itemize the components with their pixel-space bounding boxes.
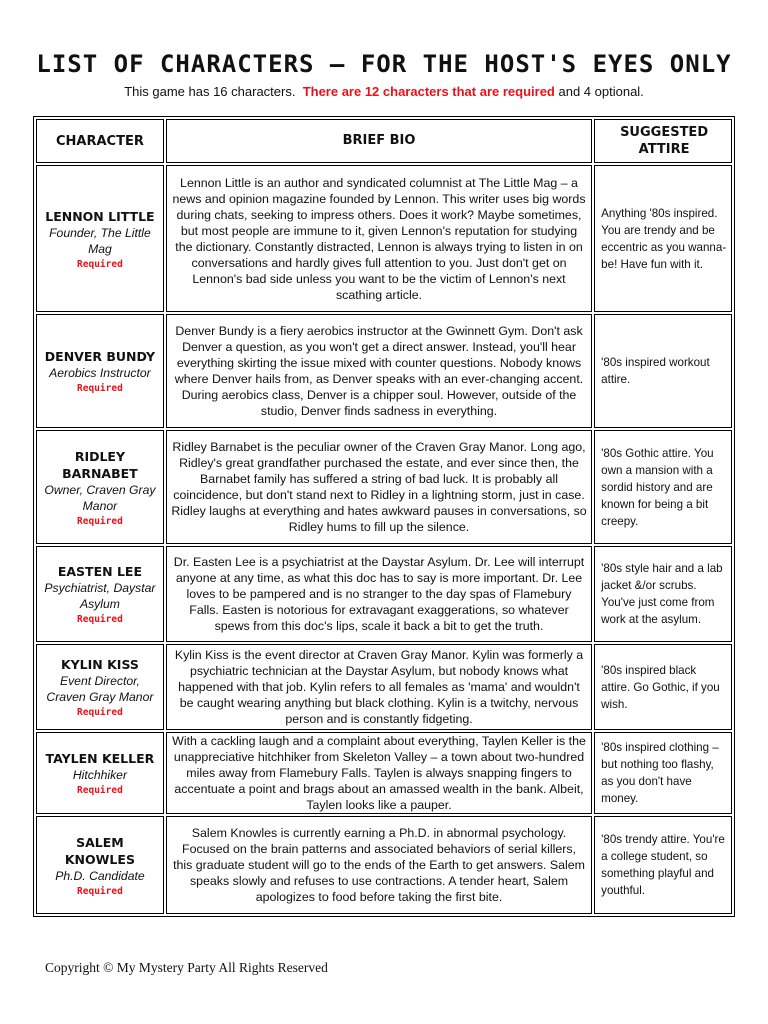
character-name: SALEM KNOWLES: [64, 834, 135, 867]
character-name: EASTEN LEE: [57, 564, 142, 579]
required-badge: Required: [77, 614, 123, 625]
header-bio: BRIEF BIO: [166, 119, 592, 163]
table-row: [36, 314, 732, 428]
bio-cell: Ridley Barnabet is the peculiar owner of the Craven Gray Manor. Long ago, Ridley's great grandfather purchased the estate, and ever since then, the Barnabet family has suffered a string of bad luck. It is probably all coincidence, but don't stand next to Ridley in a lightning storm, just in case. Ridley laughs at everything and hates awkward pauses in conversations, so Ridley hums to fill up the silence.: [166, 430, 592, 544]
character-cell: [36, 644, 164, 730]
character-name: KYLIN KISS: [60, 657, 139, 672]
character-role: Event Director, Craven Gray Manor: [46, 674, 154, 704]
table-row: [36, 816, 732, 914]
subtitle-required: There are 12 characters that are required: [302, 84, 555, 99]
table-row: [36, 165, 732, 312]
bio-cell: Kylin Kiss is the event director at Craven Gray Manor. Kylin was formerly a psychiatric technician at the Daystar Asylum, but nobody knows what happened with that job. Kylin refers to all females as 'mama' and wouldn't be caught wearing anything but black clothing. Kylin is a twitchy, nervous person and is constantly fidgeting.: [166, 644, 592, 730]
required-badge: Required: [77, 785, 123, 796]
character-cell: [36, 546, 164, 642]
character-cell: [36, 165, 164, 312]
page-title: LIST OF CHARACTERS – FOR THE HOST'S EYES ONLY: [36, 50, 732, 78]
bio-cell: Dr. Easten Lee is a psychiatrist at the Daystar Asylum. Dr. Lee will interrupt anyone at any time, as what this doc has to say is more important. Dr. Lee loves to be pampered and is no stranger to the day spas of Flamebury Falls. Easten is notorious for extravagant exaggerations, so whatever spews from this doc's lips, scale it back a bit to get the truth.: [166, 546, 592, 642]
required-badge: Required: [77, 258, 123, 270]
required-badge: Required: [77, 885, 123, 897]
character-cell: [36, 816, 164, 914]
table-header-row: [36, 119, 732, 163]
required-badge: Required: [77, 707, 123, 718]
character-name: RIDLEY BARNABET: [62, 448, 138, 481]
attire-cell: '80s style hair and a lab jacket &/or scrubs. You've just come from work at the asylum.: [594, 546, 732, 642]
character-name: DENVER BUNDY: [44, 349, 156, 364]
character-cell: [36, 732, 164, 814]
attire-cell: Anything '80s inspired. You are trendy and be eccentric as you wanna-be! Have fun with it.: [594, 165, 732, 312]
header-attire: SUGGESTED ATTIRE: [594, 119, 732, 163]
subtitle-end: and 4 optional.: [558, 84, 644, 99]
attire-cell: '80s trendy attire. You're a college student, so something playful and youthful.: [594, 816, 732, 914]
bio-cell: Salem Knowles is currently earning a Ph.D. in abnormal psychology. Focused on the brain patterns and associated behaviors of serial killers, this graduate student will go to the ends of the Earth to get answers. Salem speaks slowly and refuses to use contractions. A tender heart, Salem apologizes to food before taking the first bite.: [166, 816, 592, 914]
page-subtitle: [0, 84, 768, 99]
character-role: Hitchhiker: [72, 768, 128, 782]
character-role: Owner, Craven Gray Manor: [44, 482, 156, 513]
table-row: [36, 644, 732, 730]
character-role: Founder, The Little Mag: [49, 225, 151, 256]
attire-cell: '80s Gothic attire. You own a mansion with a sordid history and are known for being a bit creepy.: [594, 430, 732, 544]
attire-cell: '80s inspired workout attire.: [594, 314, 732, 428]
table-row: [36, 732, 732, 814]
header-character: CHARACTER: [36, 119, 164, 163]
character-role: Psychiatrist, Daystar Asylum: [44, 581, 156, 611]
copyright-footer: Copyright © My Mystery Party All Rights Reserved: [45, 960, 328, 975]
character-name: TAYLEN KELLER: [45, 751, 155, 766]
character-cell: [36, 430, 164, 544]
character-cell: [36, 314, 164, 428]
table-row: [36, 546, 732, 642]
table-row: [36, 430, 732, 544]
bio-cell: Denver Bundy is a fiery aerobics instructor at the Gwinnett Gym. Don't ask Denver a question, as you won't get a direct answer. Instead, you'll hear everything skirting the issue mixed with counter questions. Nobody knows where Denver hails from, as Denver speaks with an ever-changing accent. During aerobics class, Denver is a chipper soul. However, outside of the studio, Denver finds sadness in everything.: [166, 314, 592, 428]
character-name: LENNON LITTLE: [45, 208, 155, 224]
bio-cell: With a cackling laugh and a complaint about everything, Taylen Keller is the unappreciative hitchhiker from Skeleton Valley – a town about two-hundred miles away from Flamebury Falls. Taylen is always snapping fingers to accentuate a point and brags about an amassed wealth in the bank. Albeit, Taylen looks like a pauper.: [166, 732, 592, 814]
required-badge: Required: [77, 383, 123, 394]
character-role: Aerobics Instructor: [49, 366, 151, 380]
bio-cell: Lennon Little is an author and syndicated columnist at The Little Mag – a news and opinion magazine founded by Lennon. This writer uses big words during chats, seeking to impress others. Does it work? Maybe sometimes, but most people are immune to it, given Lennon's reputation for studying the dictionary. Constantly distracted, Lennon is always trying to listen in on conversations and hardly gives full attention to you. Just don't get on Lennon's bad side unless you want to be the victim of Lennon's next scathing article.: [166, 165, 592, 312]
attire-cell: '80s inspired black attire. Go Gothic, if you wish.: [594, 644, 732, 730]
required-badge: Required: [77, 515, 123, 527]
character-role: Ph.D. Candidate: [55, 868, 145, 883]
characters-table: [33, 116, 735, 917]
subtitle-start: This game has 16 characters.: [124, 84, 296, 99]
attire-cell: '80s inspired clothing – but nothing too flashy, as you don't have money.: [594, 732, 732, 814]
